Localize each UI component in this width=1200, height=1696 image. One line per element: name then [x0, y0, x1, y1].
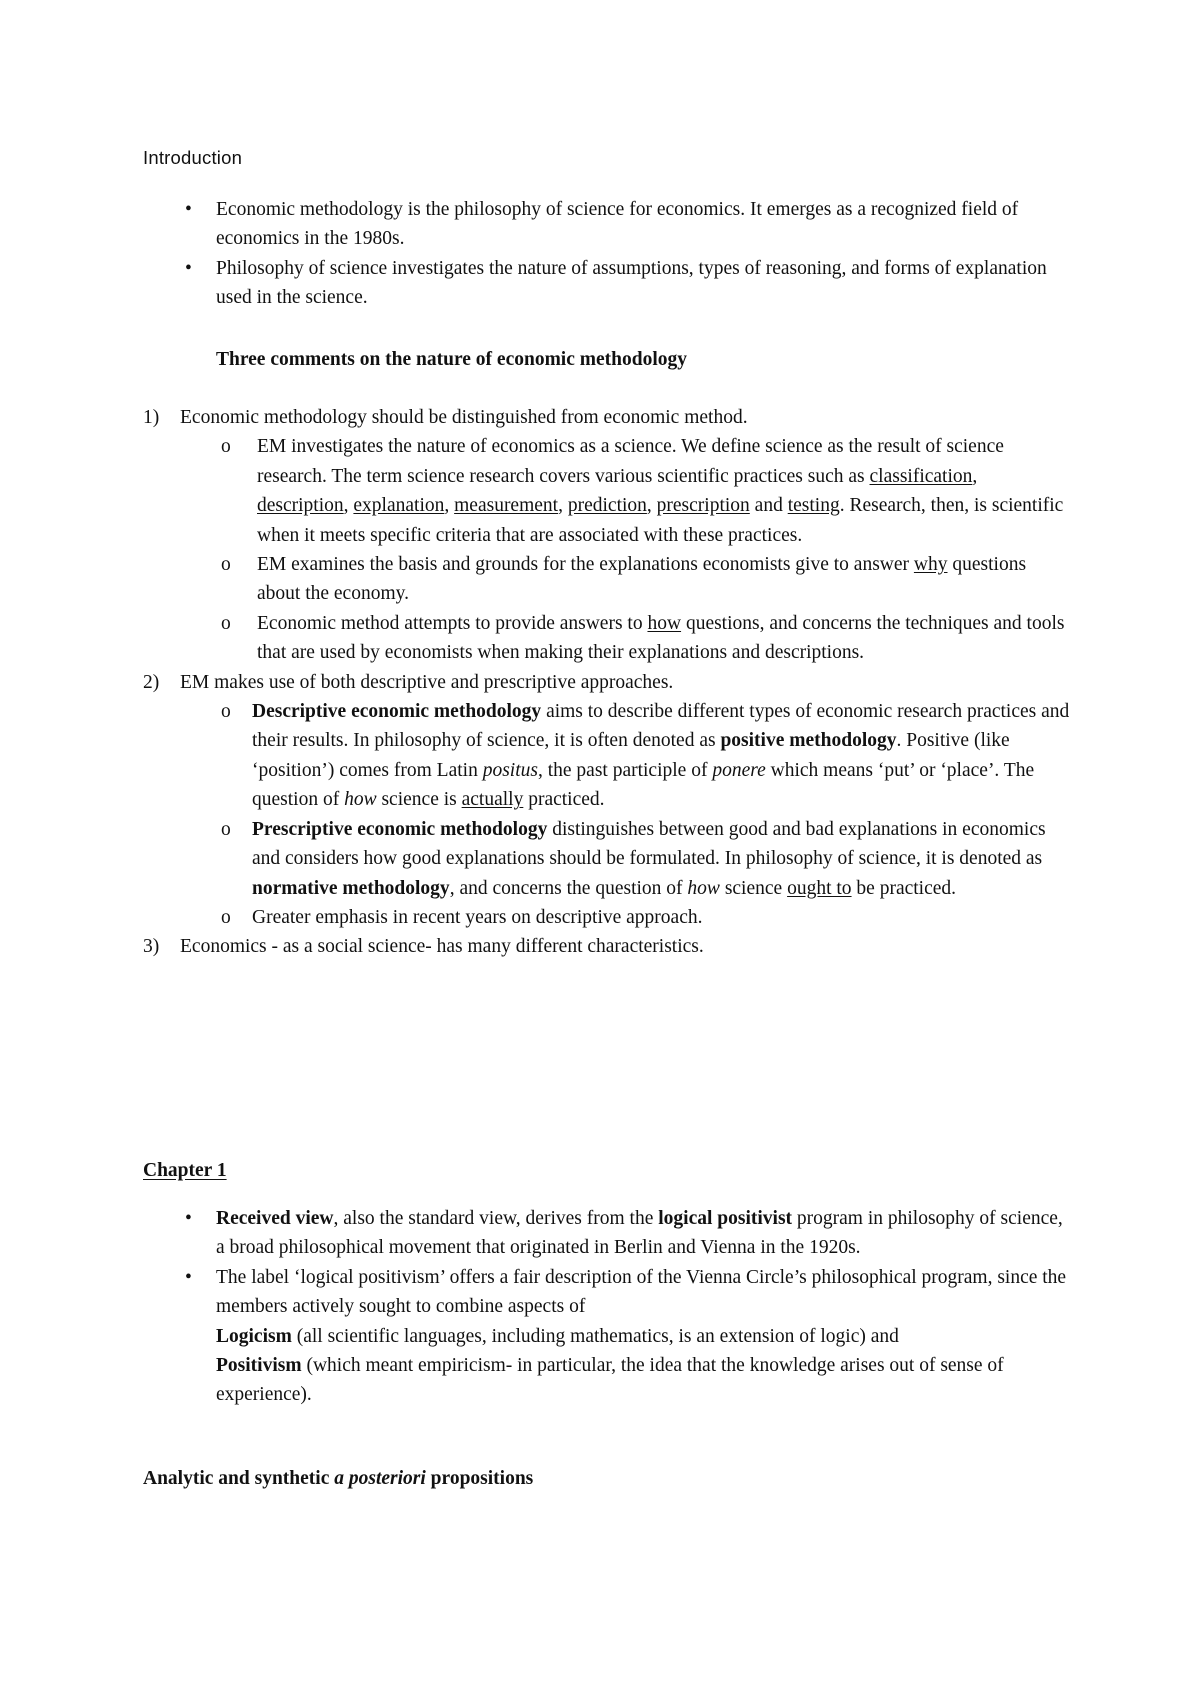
term-positus: positus	[482, 759, 538, 781]
sub-item: o Descriptive economic methodology aims to describe different types of economic research practices and their results. In philosophy of science, it is often denoted as positive methodology. Positive (like ‘position’) comes from Latin positus, the past participle of ponere which means ‘put’ or ‘place’. The question of how science is actually practiced.	[0, 697, 1200, 815]
list-item: • Economic methodology is the philosophy of science for economics. It emerges as a recognized field of economics in the 1980s.	[0, 195, 1200, 254]
sub-item: o EM investigates the nature of economics as a science. We define science as the result of science research. The term science research covers various scientific practices such as classification, description, explanation, measurement, prediction, prescription and testing. Research, then, is scientific when it meets specific criteria that are associated with these practices.	[0, 432, 1200, 550]
term-explanation: explanation	[353, 495, 445, 517]
list-item: • Philosophy of science investigates the nature of assumptions, types of reasoning, and forms of explanation used in the science.	[0, 254, 1200, 313]
circle-bullet-icon: o	[221, 701, 231, 723]
term-positive-methodology: positive methodology	[720, 730, 897, 752]
bullet-icon: •	[185, 199, 192, 220]
underlined-ought-to: ought to	[787, 877, 852, 899]
term-logicism: Logicism	[216, 1325, 292, 1347]
term-description: description	[257, 495, 344, 517]
term-testing: testing	[787, 495, 840, 517]
circle-bullet-icon: o	[221, 818, 231, 840]
term-positivism: Positivism	[216, 1355, 302, 1377]
bullet-icon: •	[185, 1266, 192, 1288]
chapter-heading: Chapter 1	[143, 1160, 227, 1181]
numbered-item-1: 1) Economic methodology should be distinguished from economic method.	[0, 403, 1200, 432]
underlined-actually: actually	[461, 789, 524, 811]
item-number: 2)	[143, 671, 160, 693]
term-prescription: prescription	[656, 495, 750, 517]
circle-bullet-icon: o	[221, 906, 231, 928]
list-item: • Received view, also the standard view, derives from the logical positivist program in philosophy of science, a broad philosophical movement that originated in Berlin and Vienna in the 1920s.	[0, 1204, 1200, 1263]
numbered-item-2: 2) EM makes use of both descriptive and prescriptive approaches.	[0, 668, 1200, 697]
term-logical-positivist: logical positivist	[658, 1208, 793, 1229]
term-normative-methodology: normative methodology	[252, 877, 450, 899]
term-received-view: Received view	[216, 1208, 334, 1229]
item-number: 1)	[143, 407, 160, 428]
underlined-how: how	[647, 612, 682, 634]
term-ponere: ponere	[712, 759, 766, 781]
term-descriptive-methodology: Descriptive economic methodology	[252, 701, 542, 723]
term-prediction: prediction	[567, 495, 647, 517]
bullet-icon: •	[185, 257, 192, 279]
sub-item: o Greater emphasis in recent years on descriptive approach.	[0, 903, 1200, 932]
numbered-item-3: 3) Economics - as a social science- has many different characteristics.	[0, 932, 1200, 961]
list-item: • The label ‘logical positivism’ offers a fair description of the Vienna Circle’s philosophical program, since the members actively sought to combine aspects of Logicism (all scientific languages, including mathematics, is an extension of logic) and Positivism (which meant empiricism- in particular, the idea that the knowledge arises out of sense of experience).	[0, 1263, 1200, 1410]
term-prescriptive-methodology: Prescriptive economic methodology	[252, 818, 548, 840]
term-a-posteriori: a posteriori	[334, 1468, 426, 1489]
chapter-bullet-list	[0, 1204, 1200, 1410]
circle-bullet-icon: o	[221, 436, 231, 458]
intro-heading: Introduction	[143, 147, 243, 168]
underlined-why: why	[913, 554, 948, 576]
italic-how: how	[687, 877, 720, 899]
circle-bullet-icon: o	[221, 554, 231, 576]
italic-how: how	[344, 789, 377, 811]
term-classification: classification	[869, 465, 973, 487]
sub-item: o Prescriptive economic methodology distinguishes between good and bad explanations in economics and considers how good explanations should be formulated. In philosophy of science, it is denoted as normative methodology, and concerns the question of how science ought to be practiced.	[0, 815, 1200, 903]
sub-item: o EM examines the basis and grounds for the explanations economists give to answer why questions about the economy.	[0, 550, 1200, 609]
item-number: 3)	[143, 936, 160, 958]
analytic-synthetic-heading: Analytic and synthetic a posteriori propositions	[143, 1468, 534, 1489]
sub-item: o Economic method attempts to provide answers to how questions, and concerns the techniques and tools that are used by economists when making their explanations and descriptions.	[0, 609, 1200, 668]
term-measurement: measurement	[454, 495, 559, 517]
circle-bullet-icon: o	[221, 612, 231, 634]
intro-bullet-list	[0, 195, 1200, 313]
comments-heading: Three comments on the nature of economic methodology	[216, 349, 688, 370]
bullet-icon: •	[185, 1208, 192, 1229]
comments-numbered-list	[0, 403, 1200, 962]
